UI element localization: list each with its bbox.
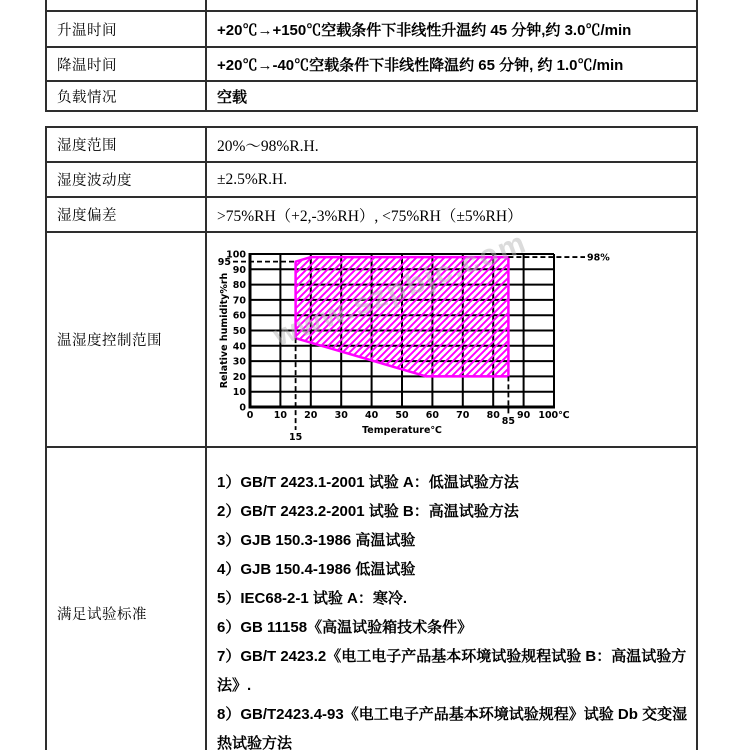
svg-text:0: 0 [239, 402, 246, 414]
svg-text:15: 15 [288, 432, 303, 443]
svg-text:60: 60 [232, 310, 246, 322]
table-row-chart [46, 232, 697, 447]
row-label-control-range: 温湿度控制范围 [46, 232, 206, 447]
svg-text:70: 70 [456, 410, 470, 421]
table-row-standards [46, 447, 697, 750]
svg-text:Relative humidity%rh: Relative humidity%rh [219, 272, 230, 389]
svg-text:Temperature℃: Temperature℃ [362, 425, 442, 436]
watermark-text: www.szpbjc.com [268, 225, 532, 353]
table-row-partial [46, 0, 697, 11]
svg-text:90: 90 [232, 264, 246, 276]
table-row [46, 47, 697, 81]
svg-text:80: 80 [232, 280, 246, 292]
row-label-humidity-range: 湿度范围 [46, 127, 206, 162]
standard-item: 3）GJB 150.3-1986 高温试验 [217, 532, 416, 549]
humidity-spec-table [45, 126, 698, 750]
svg-text:70: 70 [232, 295, 246, 307]
svg-text:20: 20 [232, 371, 246, 383]
standards-list [206, 447, 697, 750]
svg-text:85: 85 [501, 416, 516, 427]
svg-text:40: 40 [232, 341, 246, 353]
svg-text:30: 30 [334, 410, 348, 421]
svg-text:90: 90 [516, 410, 531, 421]
svg-text:50: 50 [232, 326, 246, 337]
standard-item: 1）GB/T 2423.1-2001 试验 A：低温试验方法 [217, 474, 519, 491]
table-row [46, 162, 697, 197]
row-value-humidity-fluctuation: ±2.5%R.H. [206, 162, 697, 197]
svg-text:10: 10 [232, 387, 246, 399]
svg-text:40: 40 [364, 410, 379, 421]
row-label-cooldown-time: 降温时间 [46, 47, 206, 81]
row-label-standards: 满足试验标准 [46, 447, 206, 750]
svg-text:60: 60 [425, 410, 440, 421]
svg-text:50: 50 [395, 410, 409, 421]
table-row [46, 197, 697, 232]
svg-text:10: 10 [273, 410, 288, 421]
empty-value-cell [206, 0, 697, 11]
svg-text:80: 80 [486, 410, 500, 421]
standard-item: 4）GJB 150.4-1986 低温试验 [217, 561, 416, 578]
svg-text:30: 30 [232, 356, 246, 368]
row-label-heatup-time: 升温时间 [46, 11, 206, 47]
standard-item: 2）GB/T 2423.2-2001 试验 B：高温试验方法 [217, 503, 519, 520]
standard-item: 8）GB/T2423.4-93《电工电子产品基本环境试验规程》试验 Db 交变湿热试验方法 [217, 706, 688, 750]
temperature-spec-table [45, 0, 698, 112]
row-label-humidity-fluctuation: 湿度波动度 [46, 162, 206, 197]
table-row [46, 81, 697, 111]
row-value-cooldown-time: +20℃→-40℃空载条件下非线性降温约 65 分钟, 约 1.0℃/min [206, 47, 697, 81]
svg-text:95: 95 [217, 257, 231, 269]
table-row [46, 127, 697, 162]
svg-text:0: 0 [246, 410, 254, 421]
row-label-humidity-deviation: 湿度偏差 [46, 197, 206, 232]
standard-item: 6）GB 11158《高温试验箱技术条件》 [217, 619, 473, 636]
svg-text:100℃: 100℃ [538, 410, 570, 421]
row-value-humidity-deviation: >75%RH（+2,-3%RH）, <75%RH（±5%RH） [206, 197, 697, 232]
svg-text:100: 100 [226, 249, 246, 261]
row-value-load-condition: 空载 [206, 81, 697, 111]
row-value-humidity-range: 20%～98%R.H. [206, 127, 697, 162]
standard-item: 5）IEC68-2-1 试验 A：寒冷. [217, 590, 408, 607]
row-value-heatup-time: +20℃→+150℃空载条件下非线性升温约 45 分钟,约 3.0℃/min [206, 11, 697, 47]
table-row [46, 11, 697, 47]
empty-label-cell [46, 0, 206, 11]
control-range-chart-cell [206, 225, 697, 447]
svg-text:20: 20 [304, 410, 318, 421]
standard-item: 7）GB/T 2423.2《电工电子产品基本环境试验规程试验 B：高温试验方法》. [217, 648, 687, 694]
svg-text:98%: 98% [587, 252, 610, 264]
row-label-load-condition: 负载情况 [46, 81, 206, 111]
humidity-temperature-chart [213, 244, 613, 449]
